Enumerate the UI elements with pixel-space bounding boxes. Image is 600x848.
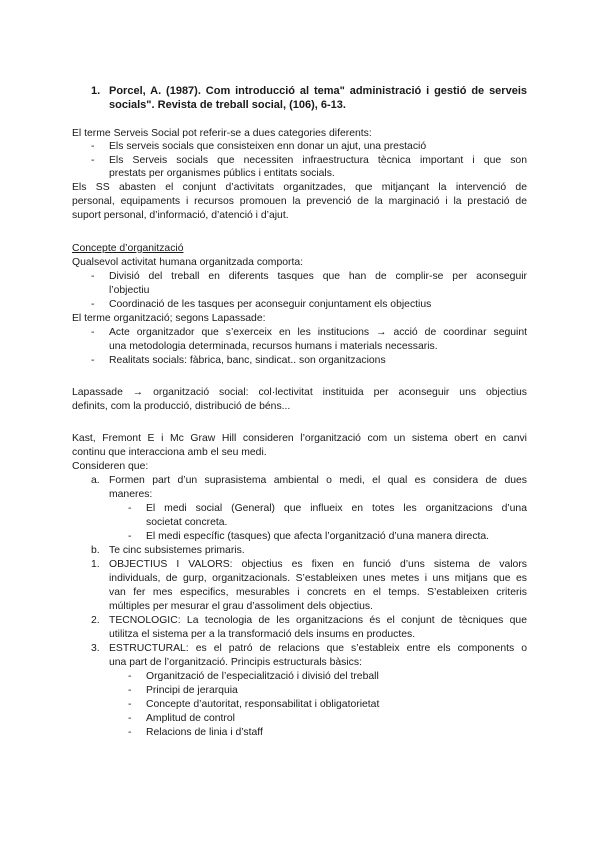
bullet-text: una metodologia determinada, recursos humans i materials necessaris. <box>109 341 438 352</box>
bullet-text: Acte organitzador que s’exerceix en les institucions → acció de coordinar seguint <box>109 327 527 338</box>
ref-number: 1. <box>91 85 101 97</box>
paragraph-line: El terme Serveis Social pot referir-se a dues categories diferents: <box>72 128 372 139</box>
bullet-dash: - <box>91 327 95 338</box>
bullet-text: El medi social (General) que influeix en totes les organitzacions d’una <box>146 503 527 514</box>
bullet-dash: - <box>91 355 95 366</box>
paragraph-line: El terme organització; segons Lapassade: <box>72 313 266 324</box>
paragraph-line: personal, equipaments i recursos promouen la prevenció de la marginació i la prestació de <box>72 196 527 207</box>
bullet-text: Amplitud de control <box>146 713 235 724</box>
bullet-dash: - <box>128 727 132 738</box>
bullet-dash: - <box>91 141 95 152</box>
bullet-dash: - <box>128 503 132 514</box>
bullet-text: Els Serveis socials que necessiten infraestructura tècnica important i que son <box>109 155 527 166</box>
bullet-text: Principi de jerarquia <box>146 685 238 696</box>
paragraph-line: Lapassade → organització social: col·lectivitat instituida per aconseguir uns objectius <box>72 387 527 398</box>
paragraph-line: suport personal, d’informació, d’atenció i d’ajut. <box>72 210 289 221</box>
paragraph-line: continu que interacciona amb el seu medi. <box>72 447 267 458</box>
bullet-text: Concepte d’autoritat, responsabilitat i obligatorietat <box>146 699 380 710</box>
paragraph-line: definits, com la producció, distribució de béns... <box>72 401 291 412</box>
list-item-text: TECNOLOGIC: La tecnologia de les organitzacions és el conjunt de tècniques que <box>109 615 527 626</box>
bullet-text: prestats per organismes públics i entitats socials. <box>109 168 335 179</box>
list-item-text: ESTRUCTURAL: es el patró de relacions que s’estableix entre els components o <box>109 643 527 654</box>
bullet-text: l’objectiu <box>109 285 150 296</box>
paragraph-line: Kast, Fremont E i Mc Graw Hill consideren l’organització com un sistema obert en canvi <box>72 433 527 444</box>
list-item-text: maneres: <box>109 489 153 500</box>
bullet-text: Organització de l’especialització i divisió del treball <box>146 671 379 682</box>
bullet-text: Els serveis socials que consisteixen enn donar un ajut, una prestació <box>109 141 427 152</box>
bullet-dash: - <box>128 531 132 542</box>
ref-title-line: Porcel, A. (1987). Com introducció al tema" administració i gestió de serveis <box>109 85 527 97</box>
paragraph-line: Qualsevol activitat humana organitzada comporta: <box>72 257 304 268</box>
list-marker: 2. <box>91 615 100 626</box>
list-marker: a. <box>91 475 100 486</box>
list-marker: b. <box>91 545 100 556</box>
bullet-text: societat concreta. <box>146 517 228 528</box>
bullet-dash: - <box>91 271 95 282</box>
list-item-text: Te cinc subsistemes primaris. <box>109 545 245 556</box>
bullet-dash: - <box>128 713 132 724</box>
bullet-text: Divisió del treball en diferents tasques que han de complir-se per aconseguir <box>109 271 527 282</box>
bullet-dash: - <box>128 699 132 710</box>
list-marker: 1. <box>91 559 100 570</box>
list-item-text: utilitza el sistema per a la transformació dels insums en productes. <box>109 629 416 640</box>
bullet-text: Realitats socials: fàbrica, banc, sindicat.. son organitzacions <box>109 355 386 366</box>
list-marker: 3. <box>91 643 100 654</box>
bullet-text: El medi específic (tasques) que afecta l’organització d’una manera directa. <box>146 531 490 542</box>
paragraph-line: Els SS abasten el conjunt d’activitats organitzades, que mitjançant la intervenció de <box>72 182 527 193</box>
list-item-text: una part de l’organització. Principis estructurals bàsics: <box>109 657 362 668</box>
list-item-text: múltiples per mesurar el grau d’assoliment dels objectius. <box>109 601 373 612</box>
list-item-text: van fer mes especifics, mesurables i concrets en el temps. S’estableixen criteris <box>109 587 527 598</box>
paragraph-line: Consideren que: <box>72 461 149 472</box>
bullet-dash: - <box>128 671 132 682</box>
list-item-text: OBJECTIUS I VALORS: objectius es fixen en funció d’uns sistema de valors <box>109 559 527 570</box>
bullet-text: Relacions de linia i d’staff <box>146 727 263 738</box>
bullet-dash: - <box>91 299 95 310</box>
list-item-text: individuals, de gurp, organitzacionals. S’estableixen unes metes i uns mitjans que es <box>109 573 527 584</box>
section-heading: Concepte d’organització <box>72 243 184 254</box>
bullet-text: Coordinació de les tasques per aconseguir conjuntament els objectius <box>109 299 432 310</box>
list-item-text: Formen part d’un suprasistema ambiental o medi, el qual es considera de dues <box>109 475 527 486</box>
ref-title-line: socials". Revista de treball social, (106), 6-13. <box>109 99 346 111</box>
bullet-dash: - <box>91 155 95 166</box>
bullet-dash: - <box>128 685 132 696</box>
